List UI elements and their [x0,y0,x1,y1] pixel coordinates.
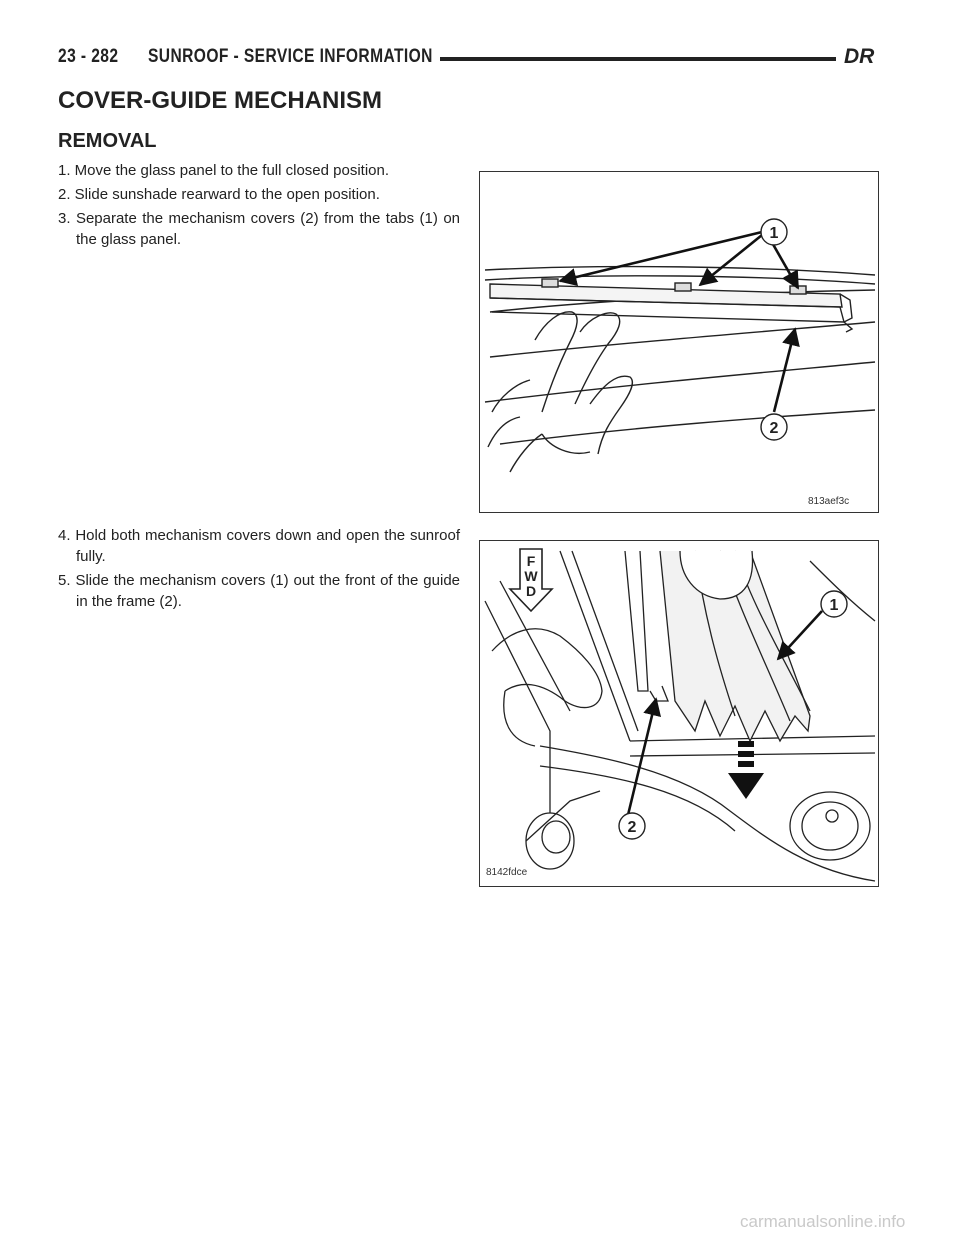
figure-glass-panel-tabs [479,171,879,513]
figure-1-illustration [480,172,878,512]
step-1: 1. Move the glass panel to the full closed position. [58,162,390,179]
figure-2-callout-1: 1 [829,597,839,614]
fwd-letter-w: W [524,568,538,584]
model-code: DR [844,45,875,68]
watermark: carmanualsonline.info [740,1212,906,1231]
fwd-letter-d: D [525,583,537,599]
figure-2-illustration [480,541,878,886]
page-header [58,46,878,72]
page-title: COVER-GUIDE MECHANISM [58,87,383,114]
step-4: 4. Hold both mechanism covers down and open the sunroof fully. [58,527,460,565]
step-3: 3. Separate the mechanism covers (2) from the tabs (1) on the glass panel. [58,210,460,248]
step-5: 5. Slide the mechanism covers (1) out the front of the guide in the frame (2). [58,572,460,610]
fwd-letter-f: F [526,553,536,569]
figure-2-callout-2: 2 [627,819,637,836]
step-2: 2. Slide sunshade rearward to the open position. [58,186,380,203]
figure-mechanism-covers-frame [479,540,879,887]
figure-1-callout-2: 2 [769,420,779,437]
section-subtitle: REMOVAL [58,130,157,152]
figure-1-code: 813aef3c [808,496,850,507]
figure-2-code: 8142fdce [486,867,528,878]
figure-1-callout-1: 1 [769,225,779,242]
section-title: SUNROOF - SERVICE INFORMATION [148,46,433,67]
header-rule [440,57,836,61]
page-number: 23 - 282 [58,46,119,67]
